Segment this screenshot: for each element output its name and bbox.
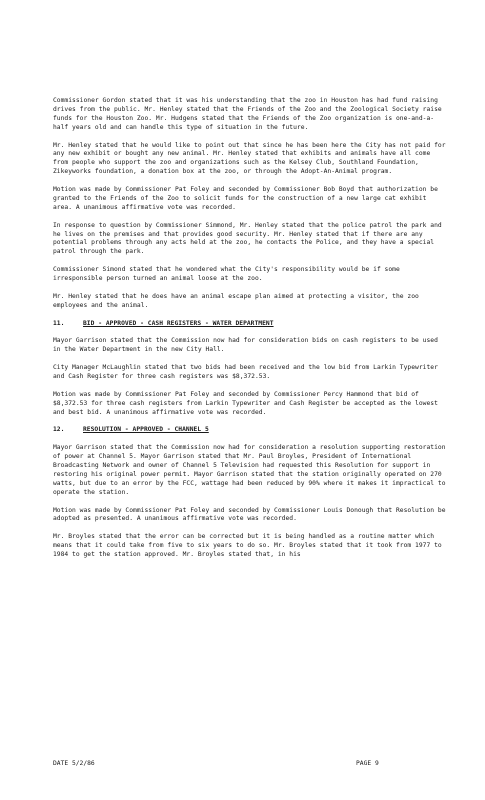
paragraph: Mayor Garrison stated that the Commission now had for consideration a resolution supporting restoration of power at Channel 5. Mayor Garrison stated that Mr. Paul Broyles, President of International Broadcasting Network and owner of Channel 5 Television had requested this Resolution for support in restoring his original power permit. Mayor Garrison stated that the station originally operated on 270 watts, but due to an error by the FCC, wattage had been reduced by 90% where it makes it impractical to operate the station. — [53, 444, 446, 496]
section-title: RESOLUTION - APPROVED - CHANNEL 5 — [83, 426, 209, 434]
paragraph: Mr. Henley stated that he would like to point out that since he has been here the City has not paid for any new exhibit or bought any new animal. Mr. Henley stated that exhibits and animals have all come from people who support the zoo and organizations such as the Kelsey Club, Southland Foundation, Zikeyworks foundation, a donation box at the zoo, or through the Adopt-An-Animal program. — [53, 141, 446, 176]
footer-page-number: PAGE 9 — [356, 760, 379, 767]
document-body — [53, 97, 449, 569]
paragraph: City Manager McLaughlin stated that two bids had been received and the low bid from Larkin Typewriter and Cash Register for three cash registers was $8,372.53. — [53, 364, 438, 380]
section-number: 12. — [53, 426, 65, 434]
paragraph: Mr. Broyles stated that the error can be corrected but it is being handled as a routine matter which means that it could take from five to six years to do so. Mr. Broyles stated that it took from 1977 to 1984 to get the station approved. Mr. Broyles stated that, in his — [53, 533, 442, 559]
paragraph: Commissioner Gordon stated that it was his understanding that the zoo in Houston has had fund raising drives from the public. Mr. Henley stated that the Friends of the Zoo and the Zoological Society raise funds for the Houston Zoo. Mr. Hudgens stated that the Friends of the Zoo organization is one-and-a-half years old and can handle this type of situation in the future. — [53, 97, 442, 131]
paragraph: Commissioner Simond stated that he wondered what the City's responsibility would be if some irresponsible person turned an animal loose at the zoo. — [53, 266, 400, 283]
paragraph: Mayor Garrison stated that the Commission now had for consideration bids on cash registers to be used in the Water Department in the new City Hall. — [53, 337, 438, 354]
section-heading-12 — [53, 426, 449, 435]
section-title: BID - APPROVED - CASH REGISTERS - WATER DEPARTMENT — [83, 319, 274, 327]
paragraph: In response to question by Commissioner Simmond, Mr. Henley stated that the police patrol the park and he lives on the premises and that provides good security. Mr. Henley stated that if there are any potential problems through any acts held at the zoo, he contacts the Police, and they have a special patrol through the park. — [53, 221, 442, 256]
paragraph: Motion was made by Commissioner Pat Foley and seconded by Commissioner Percy Hammond that bid of $8,372.53 for three cash registers from Larkin Typewriter and Cash Register be accepted as the lowest and best bid. A unanimous affirmative vote was recorded. — [53, 390, 438, 416]
paragraph: Motion was made by Commissioner Pat Foley and seconded by Commissioner Bob Boyd that authorization be granted to the Friends of the Zoo to solicit funds for the construction of a new large cat exhibit area. A unanimous affirmative vote was recorded. — [53, 186, 438, 211]
paragraph: Mr. Henley stated that he does have an animal escape plan aimed at protecting a visitor, the zoo employees and the animal. — [53, 292, 419, 309]
footer-date: DATE 5/2/86 — [53, 760, 95, 767]
paragraph: Motion was made by Commissioner Pat Foley and seconded by Commissioner Louis Donough that Resolution be adopted as presented. A unanimous affirmative vote was recorded. — [53, 506, 446, 523]
section-heading-11 — [53, 320, 449, 329]
section-number: 11. — [53, 319, 65, 327]
